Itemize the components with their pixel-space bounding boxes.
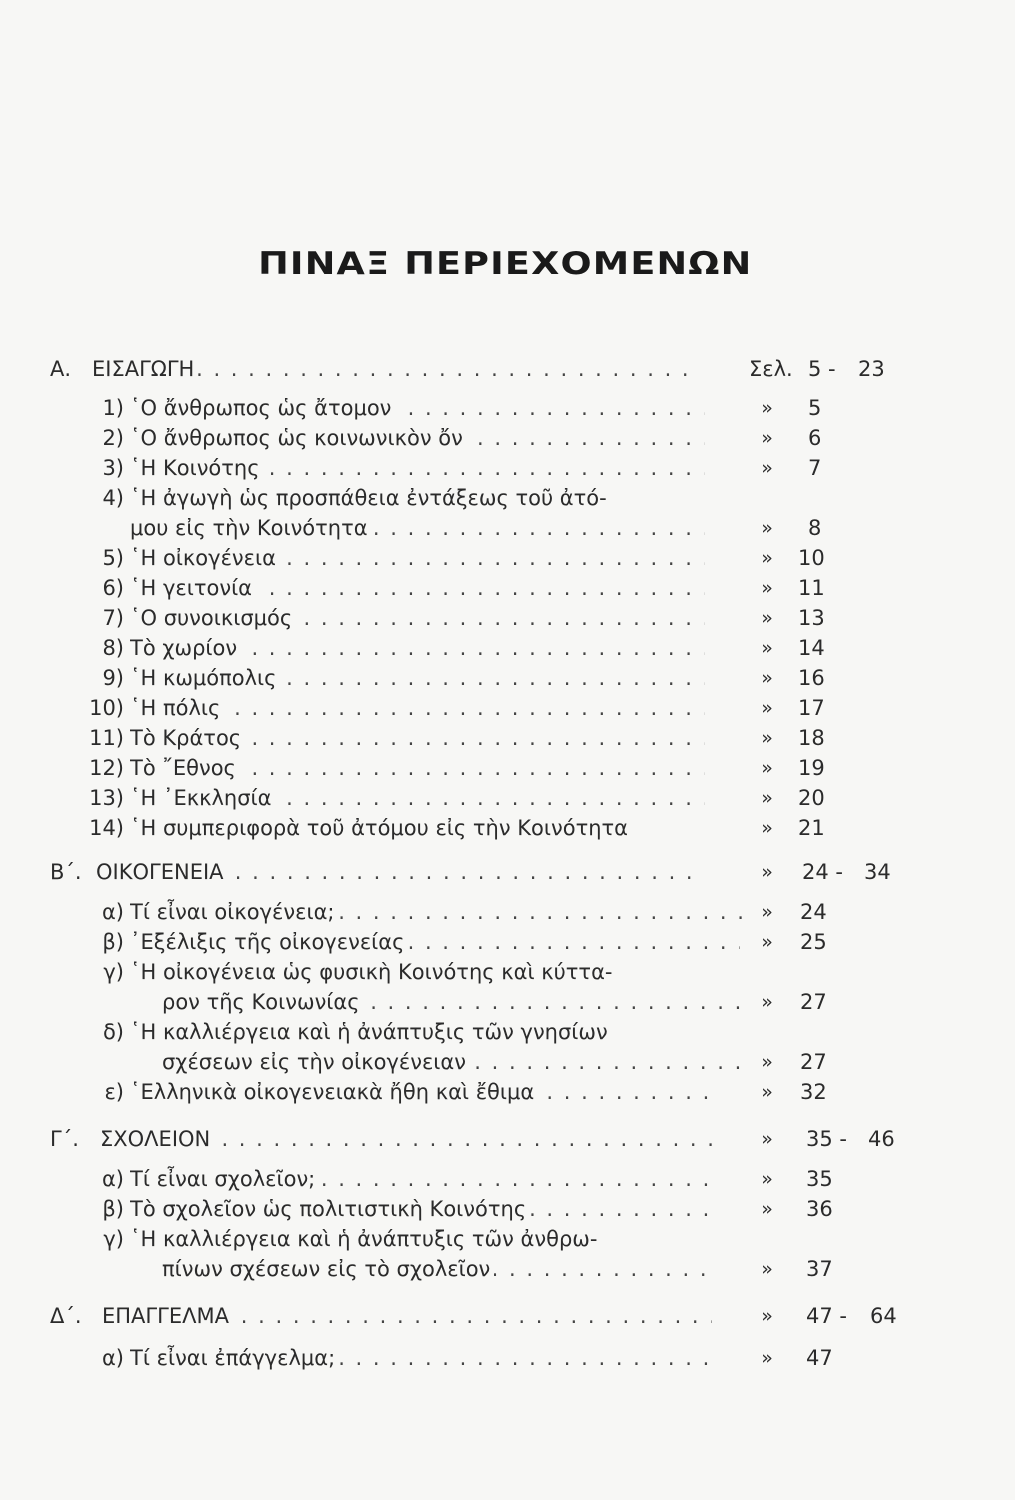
entry-text: ῾Ελληνικὰ οἰκογενειακὰ ἤθη καὶ ἔθιμα . . . bbox=[130, 1077, 710, 1107]
ditto-mark: » bbox=[761, 547, 773, 569]
entry-page: 6 bbox=[808, 426, 822, 450]
section-heading-c bbox=[0, 1124, 1015, 1154]
section-title: ΕΙΣΑΓΩΓΗ . . . bbox=[92, 354, 692, 384]
entry-text: ῾Η ἀγωγὴ ὡς προσπάθεια ἐντάξεως τοῦ ἀτό- bbox=[130, 483, 730, 513]
section-title: ΕΠΑΓΓΕΛΜΑ . . . bbox=[102, 1301, 712, 1331]
toc-entry bbox=[0, 1343, 1015, 1373]
entry-page: 10 bbox=[798, 546, 825, 570]
ditto-mark: » bbox=[761, 1051, 773, 1073]
entry-text: ῾Ο συνοικισμός . . . bbox=[130, 603, 705, 633]
entry-number: 14) bbox=[89, 816, 124, 840]
page-range-end: 64 bbox=[870, 1304, 897, 1328]
page-range-end: 46 bbox=[868, 1127, 895, 1151]
toc-entry bbox=[0, 483, 1015, 513]
ditto-mark: » bbox=[761, 517, 773, 539]
toc-entry bbox=[0, 957, 1015, 987]
entry-number: β) bbox=[102, 930, 124, 954]
ditto-mark: » bbox=[761, 1128, 773, 1150]
entry-text: ῾Η γειτονία . . . bbox=[130, 573, 705, 603]
ditto-mark: » bbox=[761, 901, 773, 923]
entry-text: ῾Ο ἄνθρωπος ὡς ἄτομον . . . bbox=[130, 393, 705, 423]
ditto-mark: » bbox=[761, 457, 773, 479]
entry-number: 6) bbox=[102, 576, 124, 600]
toc-entry bbox=[0, 813, 1015, 843]
entry-number: β) bbox=[102, 1197, 124, 1221]
entry-text-continued: ρον τῆς Κοινωνίας . . . bbox=[162, 987, 752, 1017]
toc-entry bbox=[0, 783, 1015, 813]
entry-number: 3) bbox=[102, 456, 124, 480]
entry-number: 12) bbox=[89, 756, 124, 780]
entry-number: α) bbox=[101, 900, 124, 924]
entry-page: 25 bbox=[800, 930, 827, 954]
ditto-mark: » bbox=[761, 1168, 773, 1190]
toc-entry bbox=[0, 543, 1015, 573]
entry-text: Τὸ Κράτος . . . bbox=[130, 723, 705, 753]
toc-entry bbox=[0, 423, 1015, 453]
section-title: ΣΧΟΛΕΙΟΝ . . . bbox=[100, 1124, 720, 1154]
toc-entry bbox=[0, 927, 1015, 957]
ditto-mark: » bbox=[761, 427, 773, 449]
page-range-start: 35 - bbox=[806, 1127, 847, 1151]
toc-entry bbox=[0, 1164, 1015, 1194]
toc-entry bbox=[0, 663, 1015, 693]
entry-text: ῾Η συμπεριφορὰ τοῦ ἀτόμου εἰς τὴν Κοινότητα bbox=[130, 813, 730, 843]
ditto-mark: » bbox=[761, 637, 773, 659]
entry-page: 18 bbox=[798, 726, 825, 750]
toc-entry bbox=[0, 453, 1015, 483]
toc-entry-continuation bbox=[0, 1254, 1015, 1284]
entry-number: δ) bbox=[102, 1020, 124, 1044]
ditto-mark: » bbox=[761, 757, 773, 779]
ditto-mark: » bbox=[761, 1347, 773, 1369]
ditto-mark: » bbox=[761, 727, 773, 749]
ditto-mark: » bbox=[761, 1198, 773, 1220]
entry-text: Τί εἶναι οἰκογένεια; . . . bbox=[130, 897, 750, 927]
toc-entry bbox=[0, 1224, 1015, 1254]
page-range-start: 24 - bbox=[802, 860, 843, 884]
entry-page: 17 bbox=[798, 696, 825, 720]
entry-number: 5) bbox=[102, 546, 124, 570]
entry-page: 13 bbox=[798, 606, 825, 630]
toc-entry-continuation bbox=[0, 987, 1015, 1017]
ditto-mark: » bbox=[761, 787, 773, 809]
ditto-mark: » bbox=[761, 1081, 773, 1103]
entry-text: Τί εἶναι σχολεῖον; . . . bbox=[130, 1164, 715, 1194]
entry-number: 8) bbox=[102, 636, 124, 660]
page-range-start: 5 - bbox=[808, 357, 836, 381]
ditto-mark: » bbox=[761, 607, 773, 629]
entry-text: ῾Η οἰκογένεια . . . bbox=[130, 543, 705, 573]
page-range-end: 23 bbox=[858, 357, 885, 381]
toc-entry bbox=[0, 693, 1015, 723]
entry-page: 27 bbox=[800, 1050, 827, 1074]
entry-text-continued: σχέσεων εἰς τὴν οἰκογένειαν . . . bbox=[162, 1047, 752, 1077]
toc-entry bbox=[0, 753, 1015, 783]
entry-text: ῾Η καλλιέργεια καὶ ἡ ἀνάπτυξις τῶν ἀνθρω- bbox=[130, 1224, 730, 1254]
entry-number: α) bbox=[101, 1346, 124, 1370]
toc-entry bbox=[0, 573, 1015, 603]
entry-text: ῾Η οἰκογένεια ὡς φυσικὴ Κοινότης καὶ κύττα- bbox=[130, 957, 730, 987]
section-heading-a bbox=[0, 354, 1015, 384]
entry-number: γ) bbox=[103, 960, 124, 984]
entry-number: 7) bbox=[102, 606, 124, 630]
entry-text: ῾Η ᾿Εκκλησία . . . bbox=[130, 783, 705, 813]
toc-entry bbox=[0, 1017, 1015, 1047]
ditto-mark: » bbox=[761, 397, 773, 419]
entry-page: 14 bbox=[798, 636, 825, 660]
ditto-mark: » bbox=[761, 817, 773, 839]
section-number: Α. bbox=[50, 357, 72, 381]
ditto-mark: » bbox=[761, 1258, 773, 1280]
entry-page: 7 bbox=[808, 456, 822, 480]
entry-page: 5 bbox=[808, 396, 822, 420]
ditto-mark: » bbox=[761, 931, 773, 953]
toc-entry bbox=[0, 603, 1015, 633]
ditto-mark: » bbox=[761, 1305, 773, 1327]
entry-page: 24 bbox=[800, 900, 827, 924]
section-heading-d bbox=[0, 1301, 1015, 1331]
entry-page: 11 bbox=[798, 576, 825, 600]
section-number: Γ΄. bbox=[50, 1127, 79, 1151]
toc-entry bbox=[0, 1194, 1015, 1224]
entry-number: 9) bbox=[102, 666, 124, 690]
entry-text: ῾Η πόλις . . . bbox=[130, 693, 705, 723]
entry-page: 27 bbox=[800, 990, 827, 1014]
entry-page: 20 bbox=[798, 786, 825, 810]
entry-number: ε) bbox=[104, 1080, 124, 1104]
entry-page: 32 bbox=[800, 1080, 827, 1104]
entry-text-continued: μου εἰς τὴν Κοινότητα . . . bbox=[130, 513, 705, 543]
entry-number: 13) bbox=[89, 786, 124, 810]
ditto-mark: » bbox=[761, 697, 773, 719]
entry-text: Τί εἶναι ἐπάγγελμα; . . . bbox=[130, 1343, 715, 1373]
entry-text: ᾿Εξέλιξις τῆς οἰκογενείας . . . bbox=[130, 927, 740, 957]
entry-number: 4) bbox=[102, 486, 124, 510]
page-range-start: 47 - bbox=[806, 1304, 847, 1328]
entry-number: 2) bbox=[102, 426, 124, 450]
toc-entry bbox=[0, 897, 1015, 927]
page-label: Σελ. bbox=[749, 357, 793, 381]
entry-number: 11) bbox=[89, 726, 124, 750]
entry-text: ῾Η Κοινότης . . . bbox=[130, 453, 705, 483]
toc-entry bbox=[0, 1077, 1015, 1107]
toc-entry bbox=[0, 633, 1015, 663]
entry-text: Τὸ σχολεῖον ὡς πολιτιστικὴ Κοινότης . . . bbox=[130, 1194, 715, 1224]
page-range-end: 34 bbox=[864, 860, 891, 884]
entry-text: Τὸ χωρίον . . . bbox=[130, 633, 705, 663]
section-heading-b bbox=[0, 857, 1015, 887]
entry-text: ῾Η κωμόπολις . . . bbox=[130, 663, 705, 693]
section-number: Δ΄. bbox=[50, 1304, 82, 1328]
entry-number: γ) bbox=[103, 1227, 124, 1251]
entry-page: 47 bbox=[806, 1346, 833, 1370]
ditto-mark: » bbox=[761, 667, 773, 689]
section-number: Β΄. bbox=[50, 860, 82, 884]
toc-entry bbox=[0, 393, 1015, 423]
ditto-mark: » bbox=[761, 577, 773, 599]
entry-page: 36 bbox=[806, 1197, 833, 1221]
entry-number: 1) bbox=[102, 396, 124, 420]
ditto-mark: » bbox=[761, 861, 773, 883]
entry-page: 35 bbox=[806, 1167, 833, 1191]
entry-page: 19 bbox=[798, 756, 825, 780]
entry-number: α) bbox=[101, 1167, 124, 1191]
toc-entry bbox=[0, 723, 1015, 753]
entry-number: 10) bbox=[89, 696, 124, 720]
toc-entry-continuation bbox=[0, 513, 1015, 543]
entry-page: 16 bbox=[798, 666, 825, 690]
entry-text: ῾Η καλλιέργεια καὶ ἡ ἀνάπτυξις τῶν γνησίων bbox=[130, 1017, 730, 1047]
toc-entry-continuation bbox=[0, 1047, 1015, 1077]
entry-text: ῾Ο ἄνθρωπος ὡς κοινωνικὸν ὄν . . . bbox=[130, 423, 705, 453]
entry-page: 37 bbox=[806, 1257, 833, 1281]
entry-page: 21 bbox=[798, 816, 825, 840]
ditto-mark: » bbox=[761, 991, 773, 1013]
entry-text-continued: πίνων σχέσεων εἰς τὸ σχολεῖον . . . bbox=[162, 1254, 715, 1284]
entry-page: 8 bbox=[808, 516, 822, 540]
entry-text: Τὸ ῎Εθνος . . . bbox=[130, 753, 705, 783]
section-title: ΟΙΚΟΓΕΝΕΙΑ . . . bbox=[96, 857, 696, 887]
page-title: ΠΙΝΑΞ ΠΕΡΙΕΧΟΜΕΝΩΝ bbox=[258, 246, 753, 282]
